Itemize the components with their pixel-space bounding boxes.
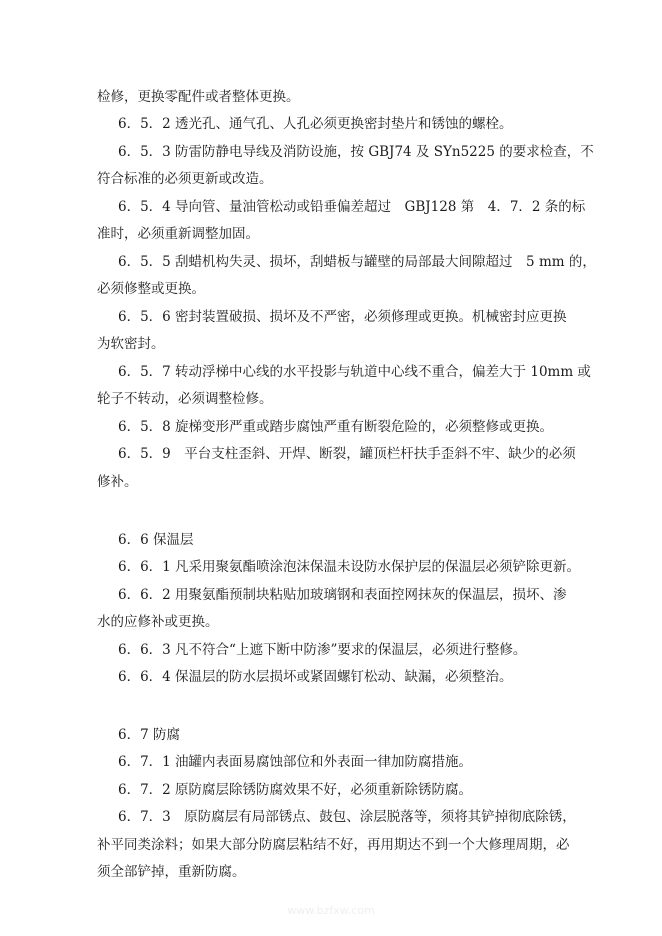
text-line: 符合标准的必须更新或改造。: [97, 171, 273, 187]
clause-6-5-4: 6．5．4 导向管、量油管松动或铅垂偏差超过 GBJ128 第 4．7．2 条的标: [118, 199, 586, 215]
text-line: 检修，更换零配件或者整体更换。: [97, 89, 300, 105]
text-line: 为软密封。: [97, 336, 165, 352]
clause-6-6-2: 6．6．2 用聚氨酯预制块粘贴加玻璃钢和表面控网抹灰的保温层，损坏、渗: [118, 587, 567, 603]
watermark: www.bzfxw.com: [287, 904, 375, 917]
clause-6-5-8: 6．5．8 旋梯变形严重或踏步腐蚀严重有断裂危险的，必须整修或更换。: [118, 419, 554, 435]
text-line: 补平同类涂料；如果大部分防腐层粘结不好，再用期达不到一个大修理周期，必: [97, 837, 570, 853]
clause-6-6-1: 6．6．1 凡采用聚氨酯喷涂泡沫保温未设防水保护层的保温层必须铲除更新。: [118, 559, 581, 575]
section-heading-6-7: 6．7 防腐: [118, 727, 180, 743]
text-line: 修补。: [97, 474, 138, 490]
clause-6-6-4: 6．6．4 保温层的防水层损坏或紧固螺钉松动、缺漏，必须整治。: [118, 669, 513, 685]
text-line: 准时，必须重新调整加固。: [97, 226, 259, 242]
clause-6-5-2: 6．5．2 透光孔、通气孔、人孔必须更换密封垫片和锈蚀的螺栓。: [118, 116, 513, 132]
text-line: 必须修整或更换。: [97, 281, 205, 297]
clause-6-7-1: 6．7．1 油罐内表面易腐蚀部位和外表面一律加防腐措施。: [118, 754, 473, 770]
clause-6-6-3: 6．6．3 凡不符合“上遮下断中防渗”要求的保温层，必须进行整修。: [118, 642, 527, 658]
text-line: 轮子不转动，必须调整检修。: [97, 391, 273, 407]
clause-6-5-6: 6．5．6 密封装置破损、损坏及不严密，必须修理或更换。机械密封应更换: [118, 309, 567, 325]
clause-6-7-2: 6．7．2 原防腐层除锈防腐效果不好，必须重新除锈防腐。: [118, 782, 473, 798]
section-heading-6-6: 6．6 保温层: [118, 532, 194, 548]
clause-6-5-5: 6．5．5 刮蜡机构失灵、损坏，刮蜡板与罐壁的局部最大间隙超过 5 mm 的，: [118, 254, 596, 270]
clause-6-5-9: 6．5．9 平台支柱歪斜、开焊、断裂，罐顶栏杆扶手歪斜不牢、缺少的必须: [118, 446, 576, 462]
text-line: 水的应修补或更换。: [97, 614, 219, 630]
clause-6-5-7: 6．5．7 转动浮梯中心线的水平投影与轨道中心线不重合，偏差大于 10mm 或: [118, 364, 591, 380]
clause-6-5-3: 6．5．3 防雷防静电导线及消防设施，按 GBJ74 及 SYn5225 的要求检查，不: [118, 144, 594, 160]
text-line: 须全部铲掉，重新防腐。: [97, 864, 246, 880]
clause-6-7-3: 6．7．3 原防腐层有局部锈点、鼓包、涂层脱落等，须将其铲掉彻底除锈，: [118, 809, 576, 825]
